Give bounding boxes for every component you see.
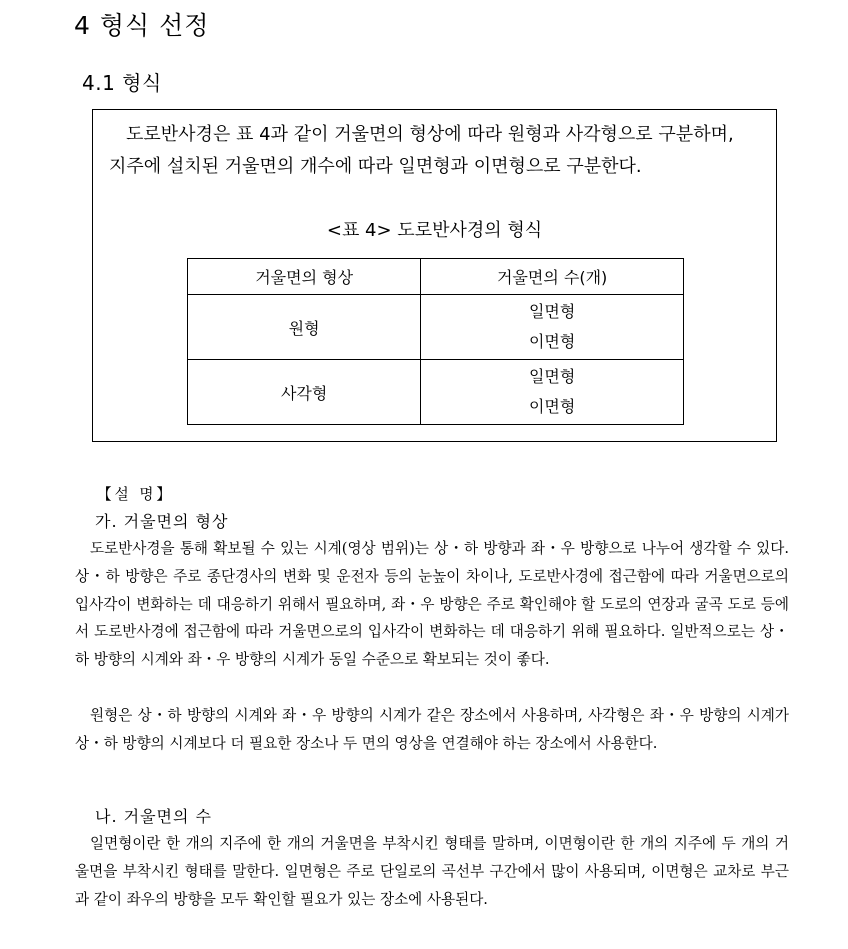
summary-line-2: 지주에 설치된 거울면의 개수에 따라 일면형과 이면형으로 구분한다. [109, 156, 642, 177]
summary-line-1: 도로반사경은 표 4과 같이 거울면의 형상에 따라 원형과 사각형으로 구분하며, [126, 124, 734, 145]
cell-count-double: 이면형 [528, 332, 576, 351]
cell-counts [421, 295, 684, 360]
table-caption: <표 4> 도로반사경의 형식 [326, 220, 543, 241]
paragraph-count-1: 일면형이란 한 개의 지주에 한 개의 거울면을 부착시킨 형태를 말하며, 이면형이란 한 개의 지주에 두 개의 거울면을 부착시킨 형태를 말한다. 일면형은 주로 단일로의 곡선부 구간에서 많이 사용되며, 이면형은 교차로 부근과 같이 좌우의 방향을 모두 확인할 필요가 있는 장소에 사용된다. [75, 835, 789, 908]
cell-counts [421, 360, 684, 425]
header-count: 거울면의 수(개) [421, 259, 684, 295]
table-row [188, 295, 684, 360]
cell-shape: 원형 [188, 295, 421, 360]
cell-count-single: 일면형 [528, 302, 576, 321]
table-row [188, 360, 684, 425]
table-header-row [188, 259, 684, 295]
cell-count-single: 일면형 [528, 367, 576, 386]
subheading-mirror-shape: 가. 거울면의 형상 [95, 512, 229, 531]
cell-count-double: 이면형 [528, 397, 576, 416]
paragraph-shape-2: 원형은 상・하 방향의 시계와 좌・우 방향의 시계가 같은 장소에서 사용하며, 사각형은 좌・우 방향의 시계가 상・하 방향의 시계보다 더 필요한 장소나 두 면의 영상을 연결해야 하는 장소에서 사용한다. [75, 707, 789, 752]
subheading-mirror-count: 나. 거울면의 수 [95, 807, 212, 826]
form-table [187, 258, 684, 425]
section-title: 4 형식 선정 [74, 11, 210, 40]
header-shape: 거울면의 형상 [188, 259, 421, 295]
explanation-header: 【설 명】 [97, 486, 175, 503]
paragraph-shape-1: 도로반사경을 통해 확보될 수 있는 시계(영상 범위)는 상・하 방향과 좌・우 방향으로 나누어 생각할 수 있다. 상・하 방향은 주로 종단경사의 변화 및 운전자 등의 눈높이 차이나, 도로반사경에 접근함에 따라 거울면으로의 입사각이 변화하는 데 대응하기 위해서 필요하며, 좌・우 방향은 주로 확인해야 할 도로의 연장과 굴곡 도로 등에서 도로반사경에 접근함에 따라 거울면으로의 입사각이 변화하는 데 대응하기 위해 필요하다. 일반적으로는 상・하 방향의 시계와 좌・우 방향의 시계가 동일 수준으로 확보되는 것이 좋다. [75, 540, 789, 669]
subsection-title: 4.1 형식 [82, 71, 162, 95]
summary-box [92, 109, 777, 442]
cell-shape: 사각형 [188, 360, 421, 425]
